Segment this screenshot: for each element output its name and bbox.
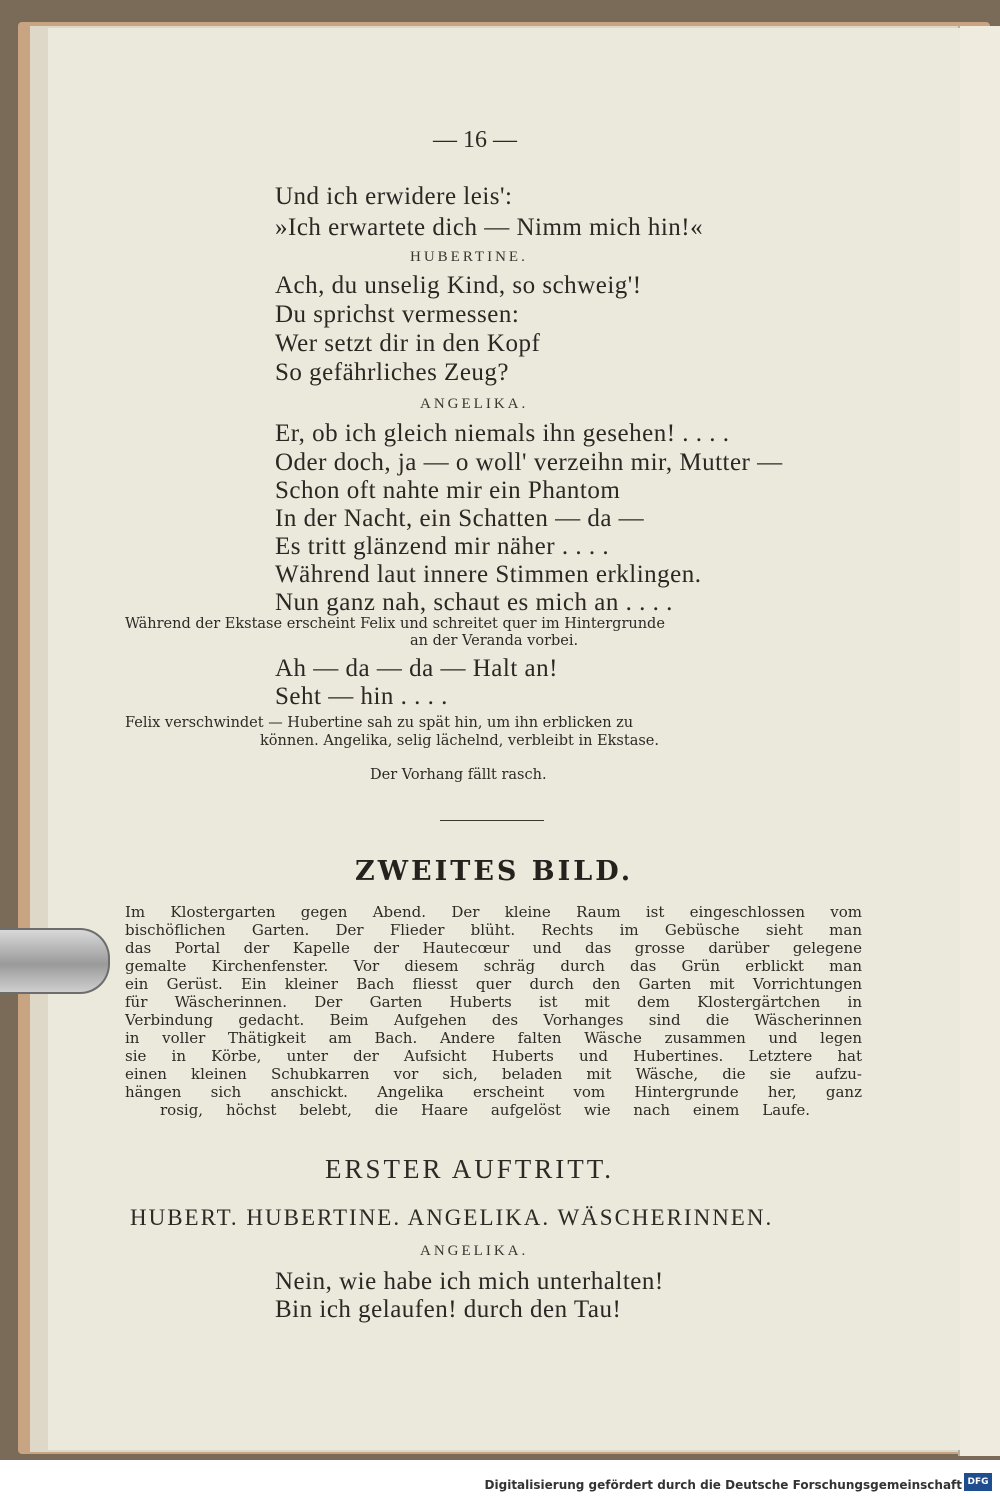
verse-line: Seht — hin . . . . xyxy=(275,683,448,710)
verse-line: Oder doch, ja — o woll' verzeihn mir, Mutter — xyxy=(275,449,783,476)
section-title: ZWEITES BILD. xyxy=(355,856,634,887)
verse-line: Nun ganz nah, schaut es mich an . . . . xyxy=(275,589,673,616)
stage-direction: Während der Ekstase erscheint Felix und schreitet quer im Hintergrunde xyxy=(125,616,665,632)
character-list: HUBERT. HUBERTINE. ANGELIKA. WÄSCHERINNEN. xyxy=(130,1205,774,1230)
scene-description-line: ein Gerüst. Ein kleiner Bach fliesst quer durch den Garten mit Vorrichtungen xyxy=(125,975,862,993)
funding-credit: Digitalisierung gefördert durch die Deutsche Forschungsgemeinschaft xyxy=(484,1478,962,1492)
speaker-name: ANGELIKA. xyxy=(420,1243,529,1259)
page-number: — 16 — xyxy=(433,127,517,153)
scene-description-line: bischöflichen Garten. Der Flieder blüht. Rechts im Gebüsche sieht man xyxy=(125,921,862,939)
verse-line: Du sprichst vermessen: xyxy=(275,301,520,328)
stage-direction: können. Angelika, selig lächelnd, verbleibt in Ekstase. xyxy=(260,733,659,749)
section-divider xyxy=(440,820,544,821)
scene-description-line: das Portal der Kapelle der Hautecœur und das grosse darüber gelegene xyxy=(125,939,862,957)
speaker-name: ANGELIKA. xyxy=(420,396,529,412)
stage-direction: Felix verschwindet — Hubertine sah zu spät hin, um ihn erblicken zu xyxy=(125,715,634,731)
verse-line: Es tritt glänzend mir näher . . . . xyxy=(275,533,610,560)
scene-description-line: gemalte Kirchenfenster. Vor diesem schräg durch das Grün erblickt man xyxy=(125,957,862,975)
verse-line: »Ich erwartete dich — Nimm mich hin!« xyxy=(275,214,704,241)
scene-description-line: hängen sich anschickt. Angelika erscheint vom Hintergrunde her, ganz xyxy=(125,1083,862,1101)
verse-line: Ah — da — da — Halt an! xyxy=(275,655,558,682)
scene-title: ERSTER AUFTRITT. xyxy=(325,1154,615,1184)
scene-description-line: Im Klostergarten gegen Abend. Der kleine Raum ist eingeschlossen vom xyxy=(125,903,862,921)
verse-line: Bin ich gelaufen! durch den Tau! xyxy=(275,1296,622,1323)
stage-direction: Der Vorhang fällt rasch. xyxy=(370,767,547,783)
verse-line: Nein, wie habe ich mich unterhalten! xyxy=(275,1268,664,1295)
scene-description-line: in voller Thätigkeit am Bach. Andere falten Wäsche zusammen und legen xyxy=(125,1029,862,1047)
scene-description-line: Verbindung gedacht. Beim Aufgehen des Vorhanges sind die Wäscherinnen xyxy=(125,1011,862,1029)
verse-line: Während laut innere Stimmen erklingen. xyxy=(275,561,702,588)
page-clip xyxy=(0,928,110,994)
verse-line: In der Nacht, ein Schatten — da — xyxy=(275,505,645,532)
scene-description-line: für Wäscherinnen. Der Garten Huberts ist mit dem Klostergärtchen in xyxy=(125,993,862,1011)
scene-description-line: rosig, höchst belebt, die Haare aufgelöst wie nach einem Laufe. xyxy=(160,1101,810,1119)
verse-line: So gefährliches Zeug? xyxy=(275,359,510,386)
verse-line: Er, ob ich gleich niemals ihn gesehen! . . . . xyxy=(275,420,730,447)
verse-line: Ach, du unselig Kind, so schweig'! xyxy=(275,272,642,299)
speaker-name: HUBERTINE. xyxy=(410,249,528,265)
facing-page-edge xyxy=(958,26,1000,1456)
dfg-logo-icon: DFG xyxy=(964,1473,992,1491)
verse-line: Schon oft nahte mir ein Phantom xyxy=(275,477,621,504)
stage-direction: an der Veranda vorbei. xyxy=(410,633,579,649)
verse-line: Und ich erwidere leis': xyxy=(275,183,513,210)
verse-line: Wer setzt dir in den Kopf xyxy=(275,330,541,357)
scene-description-line: sie in Körbe, unter der Aufsicht Huberts und Hubertines. Letztere hat xyxy=(125,1047,862,1065)
scene-description-line: einen kleinen Schubkarren vor sich, beladen mit Wäsche, die sie aufzu- xyxy=(125,1065,862,1083)
